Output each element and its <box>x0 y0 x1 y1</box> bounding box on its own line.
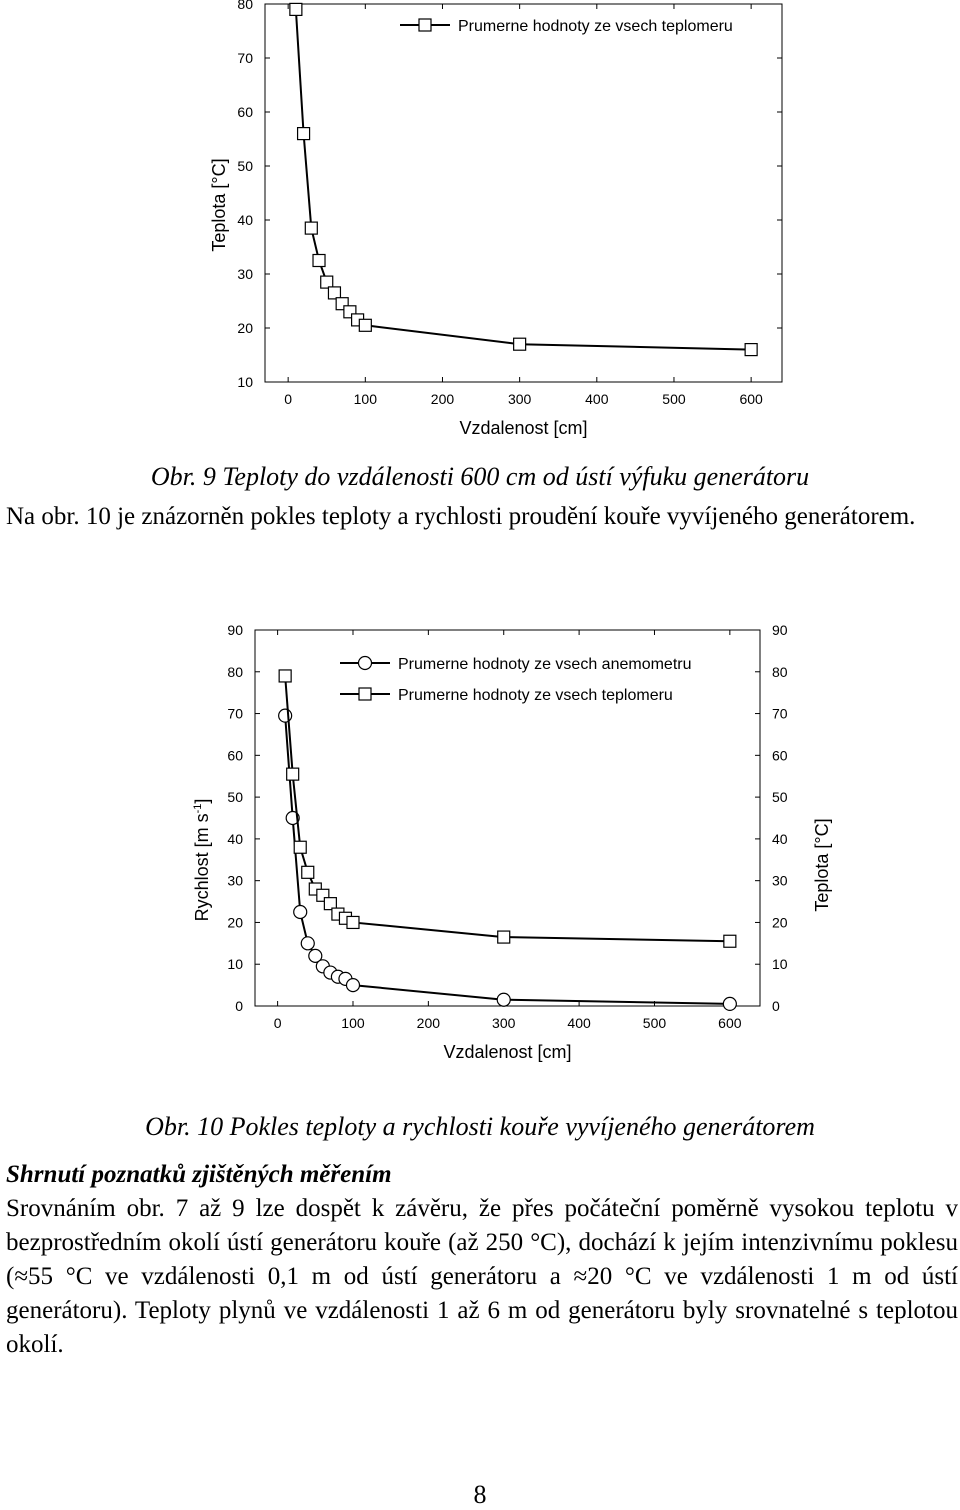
data-point-square <box>745 344 757 356</box>
page-number: 8 <box>473 1480 487 1509</box>
data-point-square <box>514 338 526 350</box>
data-point-square <box>302 866 314 878</box>
data-point-circle <box>723 997 736 1010</box>
y-tick-label: 30 <box>237 266 253 282</box>
legend-label: Prumerne hodnoty ze vsech teplomeru <box>458 18 733 35</box>
x-tick-label: 200 <box>416 1015 441 1031</box>
x-tick-label: 100 <box>341 1015 365 1031</box>
chart-temperature <box>0 0 960 450</box>
y-tick-label: 60 <box>227 747 243 764</box>
x-tick-label: 0 <box>284 391 293 407</box>
y-tick-label: 90 <box>227 622 243 638</box>
x-tick-label: 400 <box>567 1015 591 1031</box>
figure-10-caption: Obr. 10 Pokles teploty a rychlosti kouře vyvíjeného generátorem <box>145 1112 815 1141</box>
data-point-circle <box>346 979 359 992</box>
x-tick-label: 100 <box>353 391 377 407</box>
data-point-square <box>305 222 317 234</box>
y-axis-label-right: Teplota [°C] <box>812 818 832 912</box>
y-tick-label: 70 <box>227 705 243 722</box>
y-tick-label-right: 50 <box>772 789 788 806</box>
legend-marker-square <box>359 688 371 700</box>
x-tick-label: 300 <box>507 391 532 407</box>
legend-label: Prumerne hodnoty ze vsech anemometru <box>398 656 692 673</box>
x-tick-label: 500 <box>642 1015 667 1031</box>
y-tick-label: 50 <box>227 789 243 806</box>
y-tick-label-right: 20 <box>772 914 788 931</box>
y-axis-label: Teplota [°C] <box>209 158 229 252</box>
y-tick-label: 60 <box>237 104 253 120</box>
x-tick-label: 500 <box>662 391 686 407</box>
y-tick-label-right: 40 <box>772 830 788 847</box>
y-tick-label: 20 <box>227 914 243 931</box>
data-point-circle <box>279 709 292 722</box>
intro-paragraph: Na obr. 10 je znázorněn pokles teploty a rychlosti proudění kouře vyvíjeného generátorem. <box>6 503 916 530</box>
y-tick-label: 50 <box>237 158 253 174</box>
legend-marker-square <box>419 19 431 31</box>
x-axis-label: Vzdalenost [cm] <box>459 418 588 438</box>
y-tick-label: 30 <box>227 872 243 889</box>
data-point-square <box>287 768 299 780</box>
series-line <box>285 716 730 1004</box>
x-tick-label: 600 <box>739 391 763 407</box>
x-axis-label: Vzdalenost [cm] <box>443 1042 572 1062</box>
y-axis-label-left: Rychlost [m $s^{-1}$] <box>192 798 212 922</box>
y-tick-label-right: 70 <box>772 705 788 722</box>
y-tick-label: 70 <box>237 50 253 66</box>
data-point-circle <box>497 993 510 1006</box>
data-point-square <box>347 916 359 928</box>
y-tick-label-right: 90 <box>772 622 788 638</box>
y-tick-label: 40 <box>237 212 253 228</box>
data-point-square <box>313 255 325 267</box>
y-tick-label-right: 0 <box>772 998 780 1014</box>
section-heading: Shrnutí poznatků zjištěných měřením <box>6 1161 392 1188</box>
legend-marker-circle <box>359 657 372 670</box>
y-tick-label-right: 30 <box>772 872 788 889</box>
y-tick-label-right: 10 <box>772 956 788 973</box>
data-point-square <box>298 128 310 140</box>
data-point-square <box>328 287 340 299</box>
data-point-square <box>498 931 510 943</box>
series-line <box>285 676 730 941</box>
y-tick-label: 10 <box>237 374 253 390</box>
figure-9-caption: Obr. 9 Teploty do vzdálenosti 600 cm od ústí výfuku generátoru <box>150 462 810 491</box>
data-point-square <box>724 935 736 947</box>
y-tick-label: 10 <box>227 956 243 973</box>
data-point-square <box>359 319 371 331</box>
x-tick-label: 300 <box>492 1015 516 1031</box>
chart-temperature-velocity <box>0 622 960 1085</box>
x-tick-label: 200 <box>430 391 455 407</box>
y-tick-label-right: 60 <box>772 747 788 764</box>
y-tick-label: 20 <box>237 320 253 336</box>
y-tick-label: 40 <box>227 830 243 847</box>
legend-label: Prumerne hodnoty ze vsech teplomeru <box>398 687 673 704</box>
y-tick-label: 80 <box>227 663 243 680</box>
data-point-square <box>294 841 306 853</box>
series-line <box>296 9 751 349</box>
y-tick-label: 80 <box>237 0 253 12</box>
summary-paragraph: Srovnáním obr. 7 až 9 lze dospět k závěru, že přes počáteční poměrně vysokou teplotu v bezprostředním okolí ústí generátoru kouře (až 250 °C), dochází k jejím intenzivnímu poklesu (≈55 °C ve vzdálenosti 0,1 m od ústí generátoru a ≈20 °C ve vzdálenosti 1 m od ústí generátoru). Teploty plynů ve vzdálenosti 1 až 6 m od generátoru byly srovnatelné s teplotou okolí. <box>6 1195 958 1358</box>
data-point-circle <box>301 937 314 950</box>
plot-frame <box>265 4 782 382</box>
y-tick-label-right: 80 <box>772 663 788 680</box>
data-point-circle <box>294 906 307 919</box>
data-point-square <box>290 3 302 15</box>
x-tick-label: 0 <box>273 1015 282 1031</box>
data-point-square <box>279 670 291 682</box>
y-tick-label: 0 <box>235 998 243 1014</box>
x-tick-label: 600 <box>718 1015 742 1031</box>
x-tick-label: 400 <box>585 391 609 407</box>
